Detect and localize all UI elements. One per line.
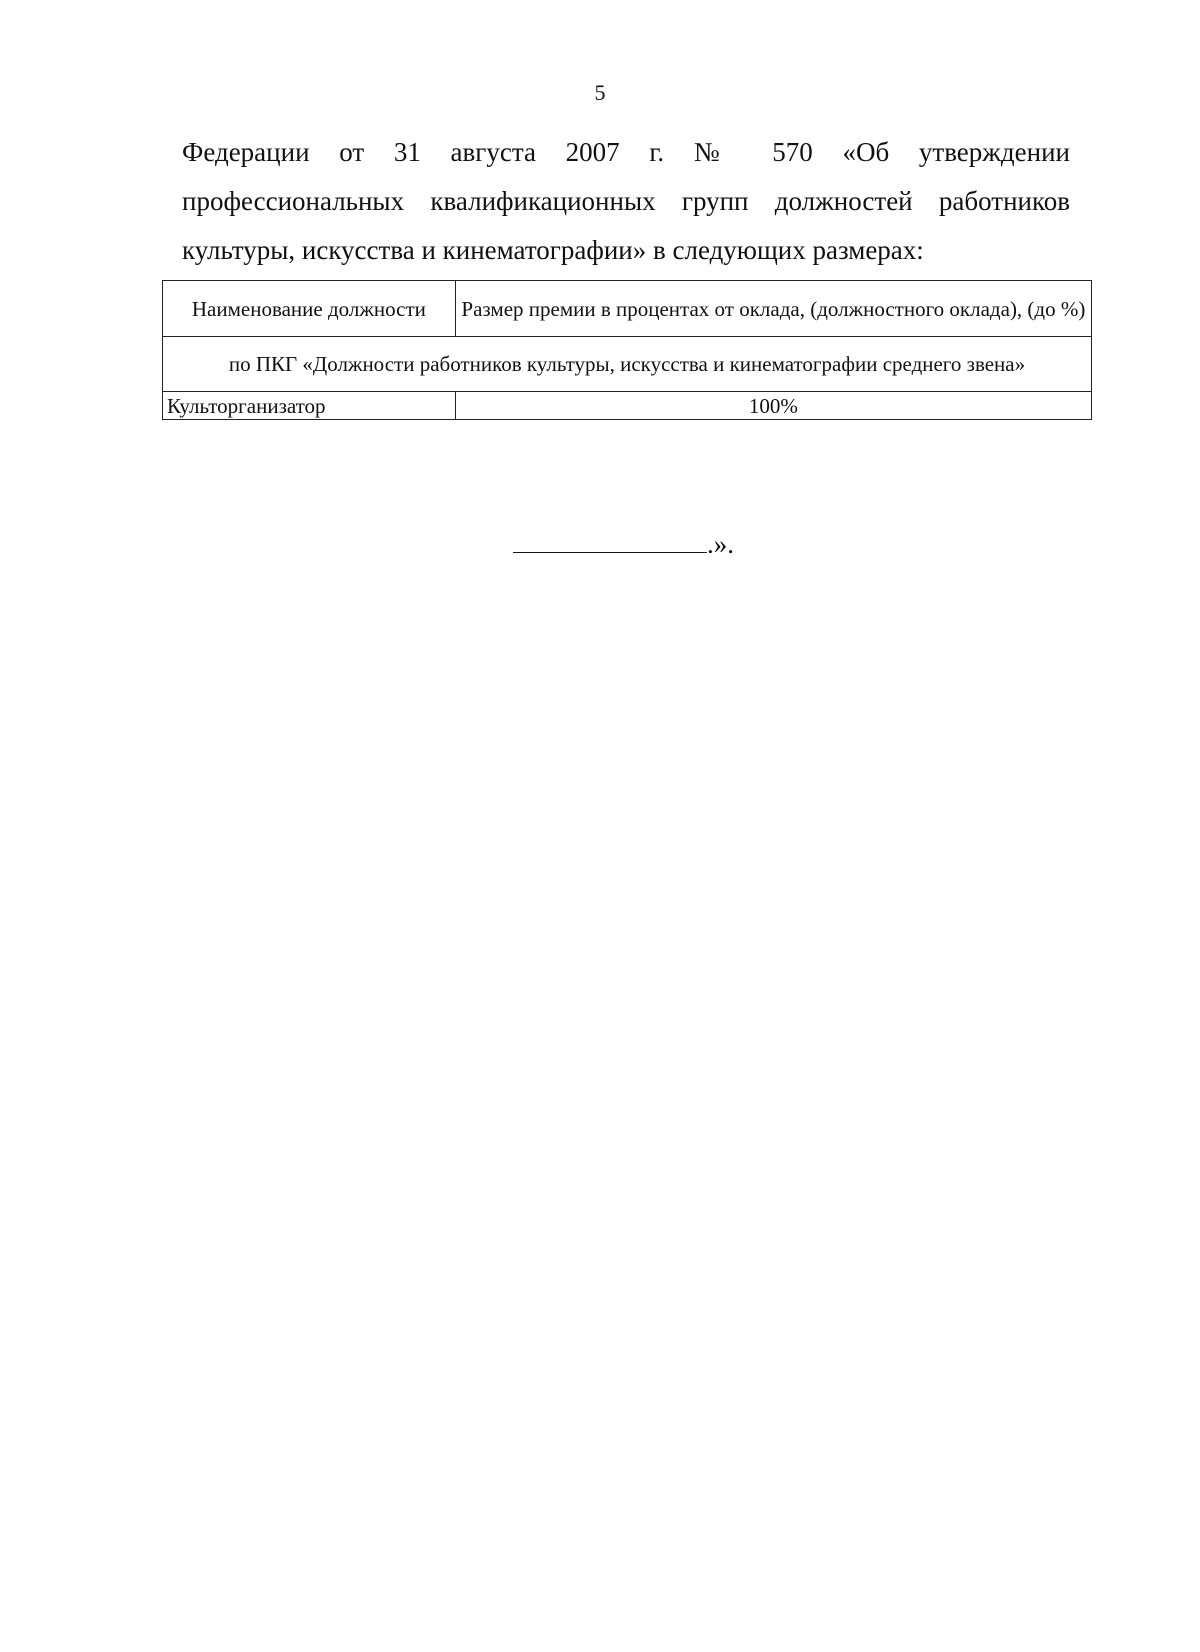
header-bonus: Размер премии в процентах от оклада, (должностного оклада), (до %)	[455, 281, 1091, 337]
intro-line-2: профессиональных квалификационных групп должностей работников	[182, 186, 1070, 216]
intro-line-1: Федерации от 31 августа 2007 г. № 570 «Об утверждении	[182, 137, 1070, 167]
bonus-table	[162, 280, 1092, 420]
closing-mark	[513, 528, 734, 560]
closing-suffix: .».	[707, 529, 734, 559]
intro-paragraph	[182, 128, 1070, 275]
table-row	[163, 392, 1092, 420]
intro-line-3: культуры, искусства и кинематографии» в следующих размерах:	[182, 235, 924, 265]
row-position: Культорганизатор	[163, 392, 456, 420]
table-header-row	[163, 281, 1092, 337]
signature-blank-line	[513, 528, 707, 553]
table-group-row	[163, 337, 1092, 392]
page-number: 5	[594, 80, 606, 105]
group-title: по ПКГ «Должности работников культуры, искусства и кинематографии среднего звена»	[163, 337, 1092, 392]
row-bonus: 100%	[455, 392, 1091, 420]
header-position: Наименование должности	[163, 281, 456, 337]
